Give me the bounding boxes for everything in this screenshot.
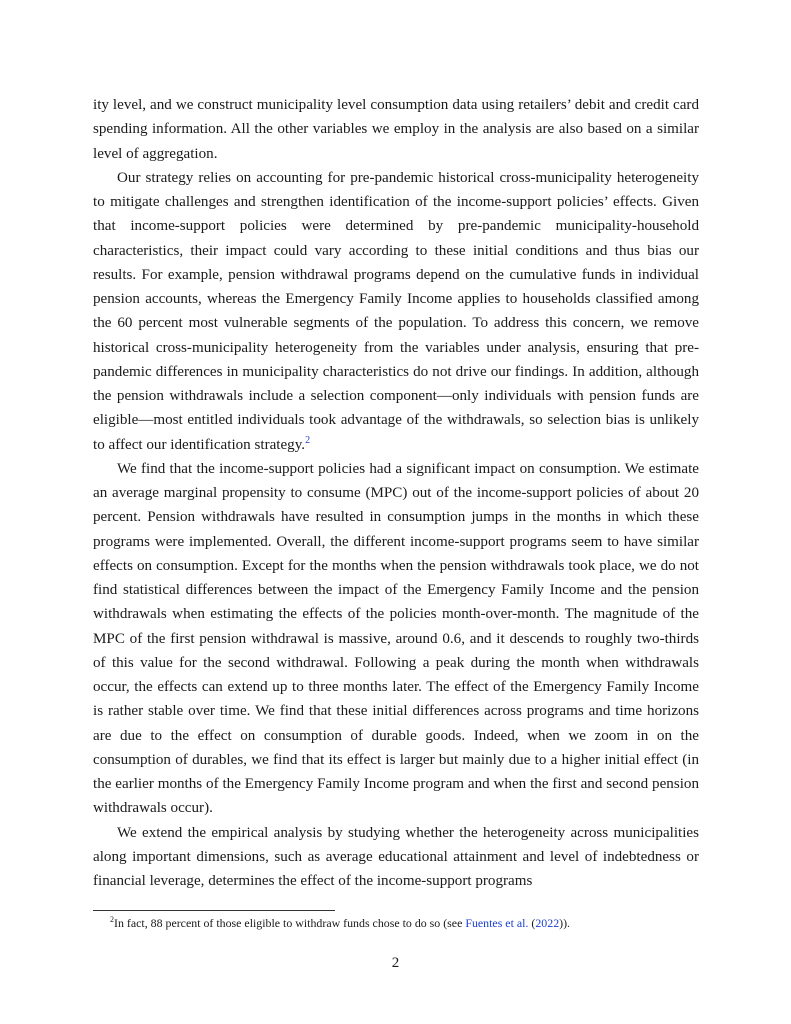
page-number: 2 (391, 955, 400, 971)
citation-authors-link[interactable]: Fuentes et al. (465, 916, 529, 930)
paragraph-2-text: Our strategy relies on accounting for pre-pandemic historical cross-municipality heterogeneity to mitigate challenges and strengthen identification of the income-support policies’ effects. Given that income-support policies were determined by pre-pandemic municipality-household characteristics, their impact could vary according to these initial conditions and thus bias our results. For example, pension withdrawal programs depend on the cumulative funds in individual pension accounts, whereas the Emergency Family Income applies to households classified among the 60 percent most vulnerable segments of the population. To address this concern, we remove historical cross-municipality heterogeneity from the variables under analysis, ensuring that pre-pandemic differences in municipality characteristics do not drive our findings. In addition, although the pension withdrawals include a selection component—only individuals with pension funds are eligible—most entitled individuals took advantage of the withdrawals, so selection bias is unlikely to affect our identification strategy. (93, 169, 699, 453)
citation-close: )). (559, 916, 571, 930)
paragraph-2 (93, 166, 699, 457)
citation-open: ( (528, 916, 536, 930)
paragraph-4: We extend the empirical analysis by studying whether the heterogeneity across municipalities along important dimensions, such as average educational attainment and level of indebtedness or financial leverage, determines the effect of the income-support programs (93, 824, 699, 889)
citation-year-link[interactable]: 2022 (535, 916, 560, 930)
footnote-mark: 2 (110, 915, 114, 925)
footnote-text: In fact, 88 percent of those eligible to withdraw funds chose to do so (see (114, 916, 466, 930)
footnote-2 (93, 915, 699, 931)
paragraph-1: ity level, and we construct municipality level consumption data using retailers’ debit and credit card spending information. All the other variables we employ in the analysis are also based on a similar level of aggregation. (93, 97, 699, 162)
body-text (93, 93, 699, 893)
paragraph-3: We find that the income-support policies had a significant impact on consumption. We estimate an average marginal propensity to consume (MPC) out of the income-support policies of about 20 percent. Pension withdrawals have resulted in consumption jumps in the months in which these programs were implemented. Overall, the different income-support programs seem to have similar effects on consumption. Except for the months when the pension withdrawals took place, we do not find statistical differences between the impact of the Emergency Family Income and the pension withdrawals when estimating the effects of the policies month-over-month. The magnitude of the MPC of the first pension withdrawal is massive, around 0.6, and it descends to roughly two-thirds of this value for the second withdrawal. Following a peak during the month when withdrawals occur, the effects can extend up to three months later. The effect of the Emergency Family Income is rather stable over time. We find that these initial differences across programs and time horizons are due to the effect on consumption of durable goods. Indeed, when we zoom in on the consumption of durables, we find that its effect is larger but mainly due to a higher initial effect (in the earlier months of the Emergency Family Income program and when the first and second pension withdrawals occur). (93, 460, 699, 817)
footnote-divider (93, 910, 335, 911)
footnote-ref-2[interactable]: 2 (305, 434, 311, 446)
